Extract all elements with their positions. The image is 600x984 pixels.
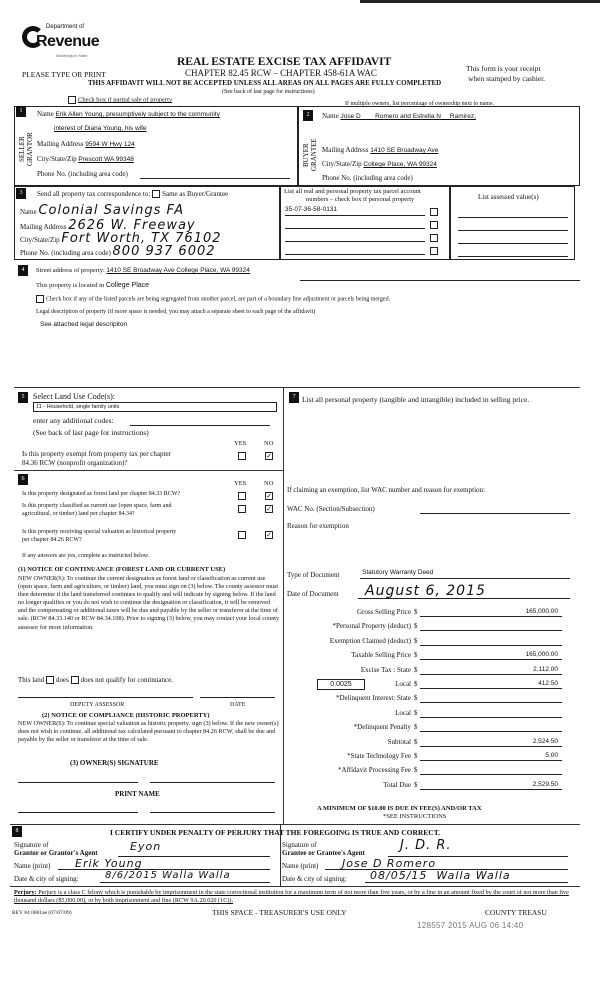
amount-label: *Affidavit Processing Fee	[338, 766, 411, 775]
reason-label: Reason for exemption	[287, 522, 349, 530]
perjury-label: Perjury:	[14, 889, 37, 896]
dollar-sign: $	[414, 694, 418, 703]
correspondence-phone[interactable]: 800 937 6002	[112, 244, 216, 259]
personal-property-checkbox[interactable]	[430, 233, 440, 242]
amount-label: *Personal Property (deduct)	[332, 622, 411, 631]
buyer-mailing-address[interactable]: 1410 SE Broadway Ave	[370, 147, 439, 154]
label: Date & city of signing:	[14, 875, 79, 883]
buyer-city[interactable]: College Place, WA 99324	[363, 161, 437, 168]
amount-label: Local	[395, 708, 411, 717]
multiple-owners-note: If multiple owners, list percentage of ownership next to name.	[345, 101, 495, 107]
label: Mailing Address	[37, 140, 84, 148]
local-rate-field[interactable]: 0.0025	[317, 679, 365, 690]
historic-no-checkbox[interactable]: ✓	[266, 531, 272, 540]
personal-property-checkbox[interactable]	[430, 220, 440, 229]
seller-mailing-address[interactable]: 9594 W Hwy 124	[85, 141, 135, 148]
section-number: 1	[16, 106, 26, 117]
label: Send all property tax correspondence to:	[37, 190, 151, 198]
amount-label: Gross Selling Price	[356, 608, 411, 616]
dollar-sign: $	[414, 766, 418, 775]
section-number: 7	[289, 392, 299, 403]
doc-type-label: Type of Document	[287, 571, 340, 579]
seller-grantor-label: SELLER GRANTOR	[18, 132, 34, 166]
amount-label: *State Technology Fee	[347, 752, 411, 760]
yes-header: YES	[234, 480, 247, 487]
does-checkbox[interactable]: does	[46, 676, 69, 684]
logo-text: Department of	[46, 24, 85, 30]
amount-label: Exemption Claimed (deduct)	[329, 636, 411, 645]
instruction: If any answers are yes, complete as instructed below.	[22, 553, 150, 559]
print-name-label: PRINT NAME	[115, 790, 160, 798]
land-use-code-select[interactable]: 11 - Household, single family units	[33, 402, 277, 412]
seller-name-1[interactable]: Erik Allen Young, presumptively subject to the community	[55, 111, 220, 118]
dollar-sign: $	[414, 737, 418, 746]
dor-logo	[22, 20, 100, 66]
property-street-address[interactable]: 1410 SE Broadway Ave College Place, WA 99324	[106, 267, 250, 274]
correspondence-name[interactable]: Colonial Savings FA	[38, 203, 185, 218]
label: Name	[20, 208, 37, 216]
label: Grantor or Grantor's Agent	[14, 849, 98, 857]
label: Mailing Address	[20, 223, 67, 231]
owner-signature-title: (3) OWNER(S) SIGNATURE	[70, 759, 159, 767]
deputy-assessor-label: DEPUTY ASSESSOR	[70, 702, 125, 708]
yes-header: YES	[234, 440, 247, 447]
treasurer-use: THIS SPACE - TREASURER'S USE ONLY	[212, 908, 347, 917]
label: Name	[37, 110, 54, 118]
section-number: 3	[16, 188, 26, 199]
forest-yes-checkbox[interactable]	[238, 491, 248, 500]
notice-continuance-text: NEW OWNER(S): To continue the current designation as forest land or classification as current use (open space, farm and agriculture, or timber) land, you must sign on (3) below. The county assessor must then determine if the land transferred continues to qualify and will indicate by signing below. If the land no longer qualifies or you do not wish to continue the designation or classification, it will be removed and the compensating or additional taxes will be due and payable by the seller or transferor at the time of sale. (RCW 84.33.140 or RCW 84.34.108). Prior to signing (3) below, you may contact your local county assessor for more information.	[18, 575, 280, 631]
certify-statement: I CERTIFY UNDER PENALTY OF PERJURY THAT THE FOREGOING IS TRUE AND CORRECT.	[110, 828, 441, 837]
label: Name (print)	[282, 862, 319, 870]
notice-continuance-title: (1) NOTICE OF CONTINUANCE (FOREST LAND OR CURRENT USE)	[18, 566, 226, 573]
amount-value[interactable]: 2,524.50	[532, 737, 558, 745]
current-use-no-checkbox[interactable]: ✓	[266, 505, 272, 514]
owner-signature-line[interactable]	[150, 782, 275, 783]
county-treasurer: COUNTY TREASU	[485, 908, 547, 917]
notice-compliance-text: NEW OWNER(S): To continue special valuation as historic property, sign (3) below. If the new owner(s) does not wish to continue, all additional tax calculated pursuant to chapter 84.26 RCW, shall be due and payable by the seller or transferor at the time of sale.	[18, 720, 279, 743]
dollar-sign: $	[414, 680, 418, 688]
parcel-label-2: numbers – check box if personal property	[306, 196, 415, 203]
label: City/State/Zip	[322, 160, 362, 168]
nonprofit-yes-checkbox[interactable]	[238, 451, 248, 460]
label: Street address of property:	[36, 267, 105, 274]
label: Date & city of signing:	[282, 875, 347, 883]
assessed-label: List assessed value(s)	[478, 193, 539, 201]
section-number: 4	[18, 265, 28, 276]
dollar-sign: $	[414, 622, 418, 631]
seller-city[interactable]: Prescott WA 99348	[78, 156, 134, 163]
logo-word: Revenue	[36, 33, 100, 50]
receipt-note-2: when stamped by cashier.	[468, 74, 546, 83]
doc-date-label: Date of Document	[287, 590, 339, 598]
label: qualify for continuance.	[105, 676, 173, 684]
form-title: REAL ESTATE EXCISE TAX AFFIDAVIT	[177, 56, 392, 68]
amount-label: *Delinquent Penalty	[353, 723, 411, 732]
buyer-phone-label: Phone No. (including area code)	[322, 174, 413, 182]
personal-property-label: List all personal property (tangible and intangible) included in selling price.	[302, 395, 530, 404]
label: Name (print)	[14, 862, 51, 870]
amount-label: Taxable Selling Price	[351, 651, 411, 660]
date-label: DATE	[230, 702, 246, 708]
section-number: 8	[12, 826, 22, 837]
logo-subtext: Washington State	[56, 53, 88, 58]
question: Is this property receiving special valuation as historical property	[22, 529, 177, 535]
perjury-text: Perjury is a class C felony which is punishable by imprisonment in the state correctional institution for a maximum term of not more than five years, or by a fine in an amount fixed by the court of not more than five thousand dollars ($5,000.00), or by both imprisonment and fine (RCW 9A.20.020 (1C)).	[14, 889, 569, 904]
segregated-checkbox[interactable]: Check box if any of the listed parcels are being segregated from another parcel, are part of a boundary line adjustment or parcels being merged.	[36, 295, 390, 303]
section-number: 2	[303, 110, 313, 121]
amount-label: Total Due	[383, 780, 411, 789]
chapter: CHAPTER 82.45 RCW – CHAPTER 458-61A WAC	[185, 68, 377, 78]
question: Is this property classified as current use (open space, farm and	[22, 503, 172, 509]
parcel-label: List all real and personal property tax parcel account	[284, 188, 421, 195]
doc-date-value[interactable]: August 6, 2015	[365, 583, 486, 599]
question: Is this property exempt from property tax per chapter	[22, 450, 171, 458]
amount-label: *Delinquent Interest: State	[335, 694, 411, 703]
current-use-yes-checkbox[interactable]	[238, 504, 248, 513]
dollar-sign: $	[414, 780, 418, 789]
label: This property is located in	[36, 282, 105, 289]
label: Name	[322, 112, 339, 120]
seller-name-2[interactable]: interest of Diana Young, his wife	[54, 125, 147, 132]
personal-property-checkbox[interactable]	[430, 246, 440, 255]
no-header: NO	[264, 480, 274, 487]
dollar-sign: $	[414, 723, 418, 732]
parcel-number[interactable]: 35-07-36-58-0131	[285, 206, 338, 213]
legal-description[interactable]: See attached legal descripiton	[40, 321, 128, 328]
date-line[interactable]	[200, 697, 275, 698]
buyer-name[interactable]: Jose D Romero and Estrella N Ramirez,	[340, 113, 476, 120]
nonprofit-no-checkbox[interactable]: ✓	[266, 452, 272, 461]
seller-phone-label: Phone No. (including area code)	[37, 170, 128, 178]
land-use-label: Select Land Use Code(s):	[33, 392, 115, 401]
owner-signature-line[interactable]	[18, 782, 138, 783]
grantor-signature[interactable]: Eyon	[130, 840, 162, 853]
does-not-checkbox[interactable]: does not	[71, 676, 105, 684]
correspondence-mailing[interactable]: 2626 W. Freeway	[68, 218, 196, 233]
amount-label: Local	[395, 680, 411, 688]
question: agricultural, or timber) land per chapter 84.34?	[22, 511, 135, 517]
same-as-buyer-checkbox[interactable]: Same as Buyer/Grantee	[152, 190, 228, 198]
forest-no-checkbox[interactable]: ✓	[266, 492, 272, 501]
amount-value[interactable]: 2,529.50	[532, 780, 558, 788]
amount-value[interactable]: 5.00	[545, 752, 558, 759]
print-name-line[interactable]	[18, 812, 138, 813]
grantor-print-name[interactable]: Erik Young	[75, 857, 143, 870]
amount-label: Subtotal	[387, 737, 411, 746]
buyer-grantee-label: BUYER GRANTEE	[302, 138, 318, 172]
label: Mailing Address	[322, 146, 369, 154]
see-back-note: (See back of last page for instructions)	[33, 428, 149, 437]
dollar-sign: $	[414, 665, 418, 674]
print-name-line[interactable]	[150, 812, 275, 813]
grantee-date-city[interactable]: 08/05/15 Walla Walla	[370, 869, 511, 882]
question: 84.36 RCW (nonprofit organization)?	[22, 459, 128, 467]
minimum-note: A MINIMUM OF $10.00 IS DUE IN FEE(S) AND/OR TAX	[317, 805, 482, 812]
correspondence-city[interactable]: Fort Worth, TX 76102	[61, 231, 222, 246]
label: Phone No. (including area code)	[20, 249, 111, 257]
see-instructions: *SEE INSTRUCTIONS	[383, 813, 447, 820]
question: Is this property designated as forest land per chapter 84.33 RCW?	[22, 491, 181, 497]
label: City/State/Zip	[20, 236, 60, 244]
receipt-note-1: This form is your receipt	[466, 64, 541, 73]
historic-yes-checkbox[interactable]	[238, 530, 248, 539]
section-number: 6	[18, 474, 28, 485]
no-header: NO	[264, 440, 274, 447]
amount-value[interactable]: 165,000.00	[525, 608, 558, 615]
wac-label: WAC No. (Section/Subsection)	[287, 505, 375, 513]
label: Grantee or Grantee's Agent	[282, 849, 365, 857]
personal-property-checkbox[interactable]	[430, 207, 440, 216]
amount-value[interactable]: 2,112.00	[533, 665, 558, 673]
section-number: 5	[18, 392, 28, 403]
amount-value[interactable]: 165,000.00	[525, 651, 558, 659]
exemption-label: If claiming an exemption, list WAC number and reason for exemption:	[287, 486, 485, 494]
grantee-print-name[interactable]: Jose D Romero	[342, 857, 437, 870]
dollar-sign: $	[414, 752, 418, 760]
label: City/State/Zip	[37, 155, 77, 163]
label: This land	[18, 676, 45, 684]
grantor-date-city[interactable]: 8/6/2015 Walla Walla	[105, 870, 231, 881]
dollar-sign: $	[414, 636, 418, 645]
label: Signature of	[282, 841, 317, 849]
amount-label: Excise Tax : State	[360, 665, 411, 674]
dollar-sign: $	[414, 608, 418, 616]
deputy-assessor-line[interactable]	[18, 697, 193, 698]
question: per chapter 84.26 RCW?	[22, 537, 82, 543]
label: Signature of	[14, 841, 49, 849]
dollar-sign: $	[414, 651, 418, 660]
dollar-sign: $	[414, 708, 418, 717]
seller-phone-field[interactable]	[140, 178, 290, 179]
wac-input[interactable]	[420, 513, 570, 514]
please-type: PLEASE TYPE OR PRINT	[22, 70, 106, 79]
additional-codes-input[interactable]	[130, 425, 270, 426]
amount-value[interactable]: 412.50	[538, 680, 558, 687]
grantee-signature[interactable]: J. D. R.	[400, 838, 452, 853]
additional-codes-label: enter any additional codes:	[33, 416, 114, 425]
form-revision: REV 84 0001ae (07/07/09)	[12, 910, 72, 916]
doc-type-value[interactable]: Statutory Warranty Deed	[362, 569, 434, 576]
partial-sale-checkbox[interactable]: Check box if partial sale of property	[68, 96, 172, 104]
warning: THIS AFFIDAVIT WILL NOT BE ACCEPTED UNLESS ALL AREAS ON ALL PAGES ARE FULLY COMPLETED	[88, 79, 442, 87]
legal-description-label: Legal description of property (if more space is needed, you may attach a separate sheet to each page of the affidavit)	[36, 309, 316, 315]
notice-compliance-title: (2) NOTICE OF COMPLIANCE (HISTORIC PROPERTY)	[42, 712, 210, 719]
property-location[interactable]: College Place	[105, 282, 150, 289]
cashier-stamp: 128557 2015 AUG 06 14:40	[417, 921, 524, 930]
see-back: (See back of last page for instructions)	[222, 89, 315, 95]
